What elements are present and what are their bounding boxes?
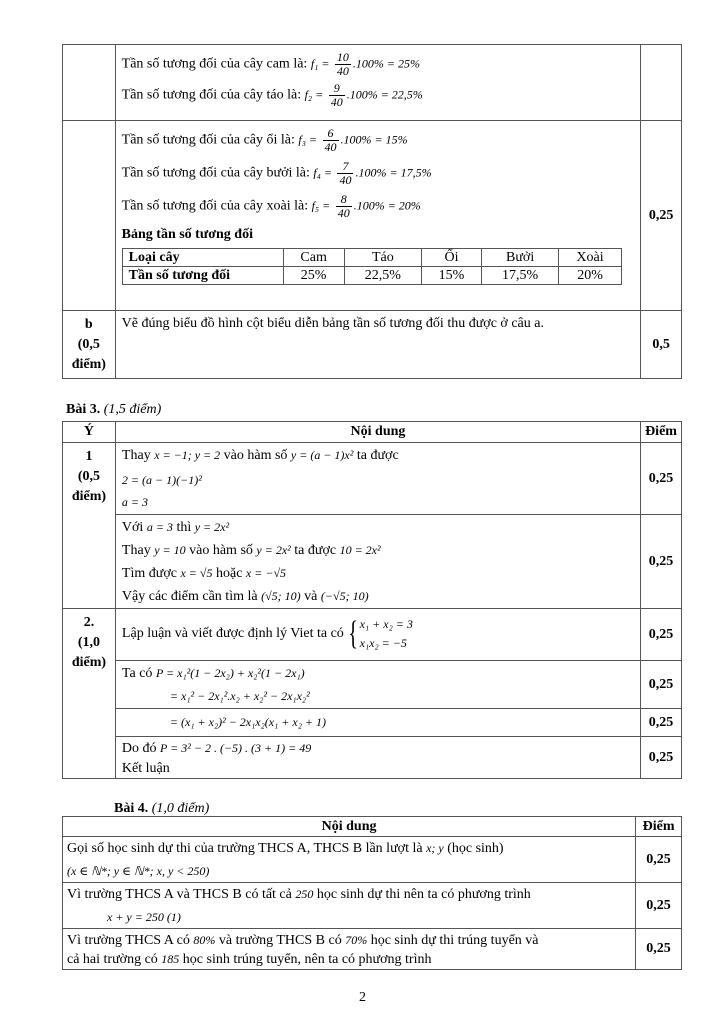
table-row: 1 (0,5 điểm) Thay x = −1; y = 2 vào hàm số y = (a − 1)x² ta được 2 = (a − 1)(−1)² a = 3 0,25 — [63, 443, 682, 515]
score-cell: 0,25 — [641, 121, 682, 311]
viet-system: x₁ + x₂ = 3 x₁x₂ = −5 — [359, 617, 413, 650]
fraction: $\frac{9}{40}$ — [330, 81, 343, 109]
score-cell: 0,25 — [636, 929, 682, 970]
part-label: 1 (0,5 điểm) — [63, 443, 116, 609]
score-cell: 0,25 — [641, 709, 682, 737]
score-cell: 0,25 — [636, 883, 682, 929]
section-title-bai4: Bài 4. (1,0 điểm) — [114, 801, 210, 816]
table-row: Tần số tương đối 25% 22,5% 15% 17,5% 20% — [122, 267, 621, 285]
part-label: 2. (1,0 điểm) — [63, 609, 116, 779]
table-row: Do đó P = 3² − 2 . (−5) . (3 + 1) = 49 Kết luận 0,25 — [63, 737, 682, 779]
part-label: b (0,5 điểm) — [63, 311, 116, 379]
score-cell: 0,25 — [641, 443, 682, 515]
relative-frequency-table — [122, 248, 622, 285]
answer-table-bai4 — [62, 816, 682, 970]
fraction: $\frac{6}{40}$ — [324, 126, 337, 154]
frequency-line-oi: Tần số tương đối của cây ổi là: f₃ = $\frac{6}{40}$ .100% = 15% — [121, 126, 408, 154]
answer-table-bai3 — [62, 421, 682, 779]
table-row: b (0,5 điểm) Vẽ đúng biểu đồ hình cột biểu diễn bảng tần số tương đối thu được ở câu a. 0,5 — [63, 311, 682, 379]
table-header-row: Ý Nội dung Điểm — [63, 422, 682, 443]
table-header-row: Nội dung Điểm — [63, 817, 682, 837]
score-cell: 0,5 — [641, 311, 682, 379]
fraction: $\frac{8}{40}$ — [337, 192, 350, 220]
table-row: 2. (1,0 điểm) Lập luận và viết được định lý Viet ta có { x₁ + x₂ = 3 x₁x₂ = −5 0,25 — [63, 609, 682, 661]
score-cell: 0,25 — [641, 515, 682, 609]
table-row — [63, 121, 682, 311]
frequency-table-title: Bảng tần số tương đối — [121, 227, 253, 242]
score-cell: 0,25 — [641, 737, 682, 779]
frequency-line-xoai: Tần số tương đối của cây xoài là: f₅ = $\frac{8}{40}$ .100% = 20% — [121, 192, 421, 220]
score-cell: 0,25 — [641, 661, 682, 709]
page-number: 2 — [359, 990, 366, 1005]
fraction: $\frac{10}{40}$ — [336, 50, 349, 78]
section-title-bai3: Bài 3. (1,5 điểm) — [66, 402, 162, 417]
score-cell: 0,25 — [641, 609, 682, 661]
frequency-line-cam: Tần số tương đối của cây cam là: f₁ = $\frac{10}{40}$ .100% = 25% — [121, 50, 421, 78]
table-row: Vì trường THCS A và THCS B có tất cả 250 học sinh dự thi nên ta có phương trình x + y = 250 (1) 0,25 — [63, 883, 682, 929]
fraction: $\frac{7}{40}$ — [339, 159, 352, 187]
frequency-line-buoi: Tần số tương đối của cây bưởi là: f₄ = $\frac{7}{40}$ .100% = 17,5% — [121, 159, 432, 187]
score-cell: 0,25 — [636, 837, 682, 883]
frequency-line-tao: Tần số tương đối của cây táo là: f₂ = $\frac{9}{40}$ .100% = 22,5% — [121, 81, 423, 109]
answer-table-bai2 — [62, 44, 682, 379]
table-row: Với a = 3 thì y = 2x² Thay y = 10 vào hàm số y = 2x² ta được 10 = 2x² Tìm được x = √5 hoặc x = −√5 Vậy các điểm cần tìm là (√5; 10) và (−√5; 10) 0,25 — [63, 515, 682, 609]
table-row: Ta có P = x₁²(1 − 2x₂) + x₂²(1 − 2x₁) = x₁² − 2x₁².x₂ + x₂² − 2x₁x₂² 0,25 — [63, 661, 682, 709]
table-row: = (x₁ + x₂)² − 2x₁x₂(x₁ + x₂ + 1) 0,25 — [63, 709, 682, 737]
table-row: Loại cây Cam Táo Ổi Bưởi Xoài — [122, 249, 621, 267]
table-row: Vì trường THCS A có 80% và trường THCS B có 70% học sinh dự thi trúng tuyển và cả hai trường có 185 học sinh trúng tuyển, nên ta có phương trình 0,25 — [63, 929, 682, 970]
brace-icon: { — [348, 615, 359, 652]
table-row: Gọi số học sinh dự thi của trường THCS A, THCS B lần lượt là x; y (học sinh) (x ∈ ℕ*; y ∈ ℕ*; x, y < 250) 0,25 — [63, 837, 682, 883]
table-row — [63, 45, 682, 121]
